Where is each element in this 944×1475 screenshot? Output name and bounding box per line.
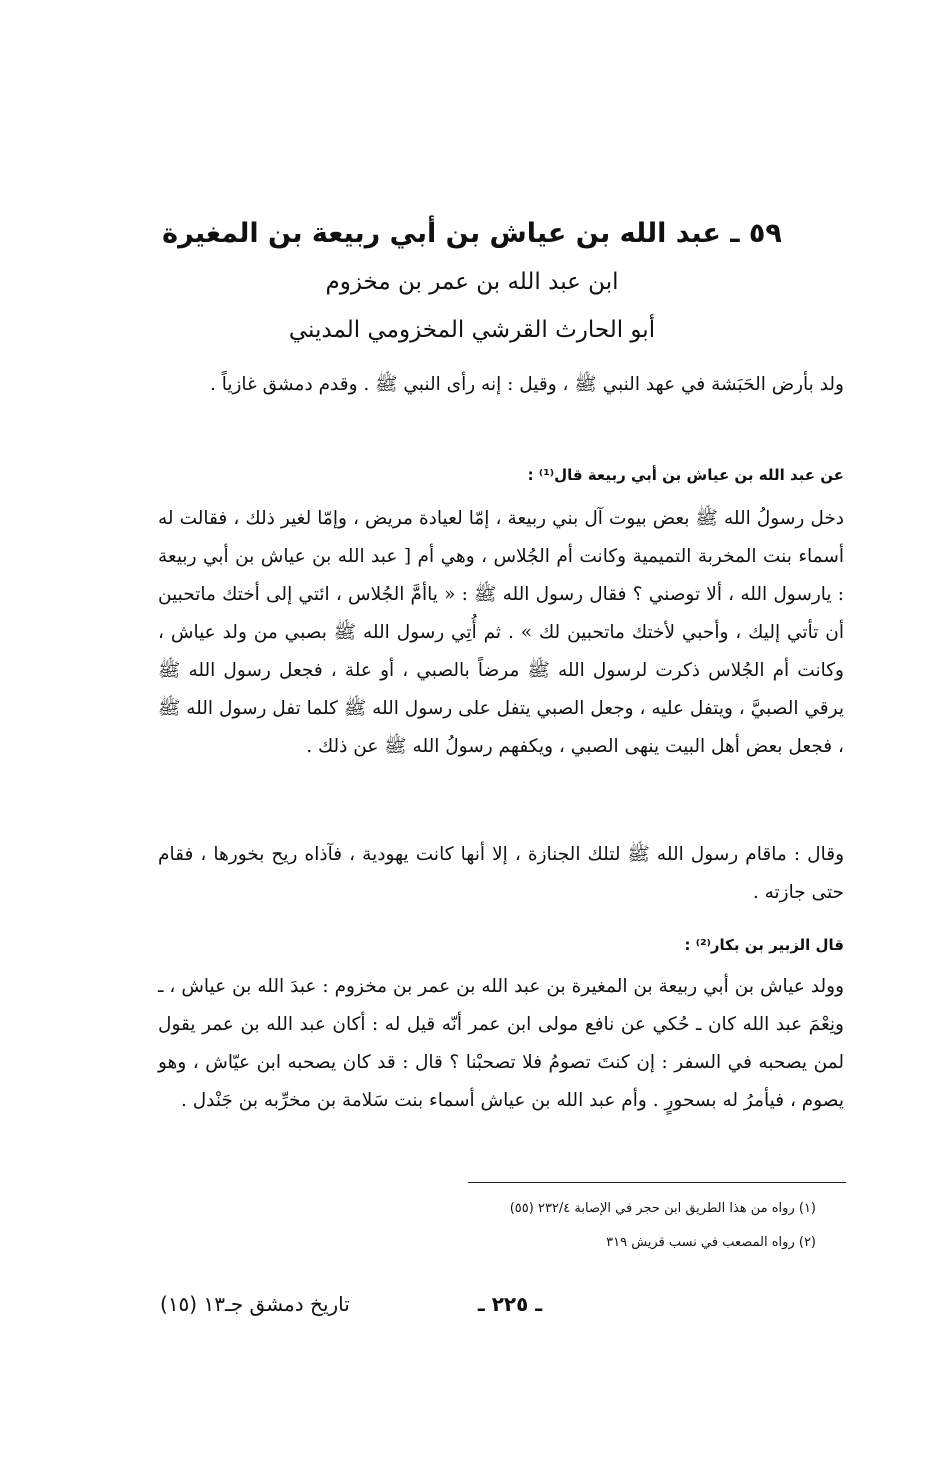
entry-title: ٥٩ ـ عبد الله بن عياش بن أبي ربيعة بن المغيرة bbox=[162, 218, 782, 249]
narration-paragraph-3: وولد عياش بن أبي ربيعة بن المغيرة بن عبد الله بن عمر بن مخزوم : عبدَ الله بن عياش ، ـ ونِعْمَ عبد الله كان ـ حُكي عن نافع مولى ابن عمر أنّه قيل له : أكان عبد الله بن عمر يقول لمن يصحبه في السفر : إن كنتَ تصومُ فلا تصحبْنا ؟ قال : قد كان يصحبه ابن عيّاش ، وهو يصوم ، فيأمرُ له بسحورٍ . وأم عبد الله بن عياش أسماء بنت سَلامة بن مخرِّبه بن جَنْدل . bbox=[158, 976, 844, 1111]
footnote-1: (١) رواه من هذا الطريق ابن حجر في الإصابة ٢٣٢/٤ (٥٥) bbox=[509, 1201, 816, 1216]
footnote-separator bbox=[468, 1182, 846, 1183]
running-title: تاريخ دمشق جـ١٣ (١٥) bbox=[160, 1292, 350, 1316]
narration-heading-2: قال الزبير بن بكار⁽²⁾ : bbox=[684, 936, 844, 954]
narration-paragraph-2: وقال : ماقام رسول الله ﷺ لتلك الجنازة ، إلا أنها كانت يهودية ، فآذاه ريح بخورها ، فقام حتى جازته . bbox=[158, 844, 844, 903]
entry-lineage: ابن عبد الله بن عمر بن مخزوم bbox=[325, 269, 619, 295]
narration-heading-1: عن عبد الله بن عياش بن أبي ربيعة قال⁽¹⁾ : bbox=[527, 466, 844, 484]
page-number: ـ ٢٢٥ ـ bbox=[477, 1292, 543, 1316]
footnote-2: (٢) رواه المصعب في نسب قريش ٣١٩ bbox=[606, 1235, 816, 1250]
intro-paragraph: ولد بأرض الحَبَشة في عهد النبي ﷺ ، وقيل : إنه رأى النبي ﷺ . وقدم دمشق غازياً . bbox=[209, 374, 844, 395]
narration-paragraph-1: دخل رسولُ الله ﷺ بعض بيوت آل بني ربيعة ، إمّا لعيادة مريض ، وإمّا لغير ذلك ، فقالت له أسماء بنت المخربة التميمية وكانت أم الجُلاس ، وهي أم [ عبد الله بن عياش بن أبي ربيعة : يارسول الله ، ألا توصني ؟ فقال رسول الله ﷺ : « ياأمَّ الجُلاس ، ائتي إلى أختك ماتحبين أن تأتي إليك ، وأحبي لأختك ماتحبين لك » . ثم أُتِي رسول الله ﷺ بصبي من ولد عياش ، وكانت أم الجُلاس ذكرت لرسول الله ﷺ مرضاً بالصبي ، أو علة ، فجعل رسول الله ﷺ يرقي الصبيَّ ، ويتفل عليه ، وجعل الصبي يتفل على رسول الله ﷺ كلما تفل رسول الله ﷺ ، فجعل بعض أهل البيت ينهى الصبي ، ويكفهم رسولُ الله ﷺ عن ذلك . bbox=[158, 508, 844, 757]
entry-kunya: أبو الحارث القرشي المخزومي المديني bbox=[288, 317, 656, 343]
